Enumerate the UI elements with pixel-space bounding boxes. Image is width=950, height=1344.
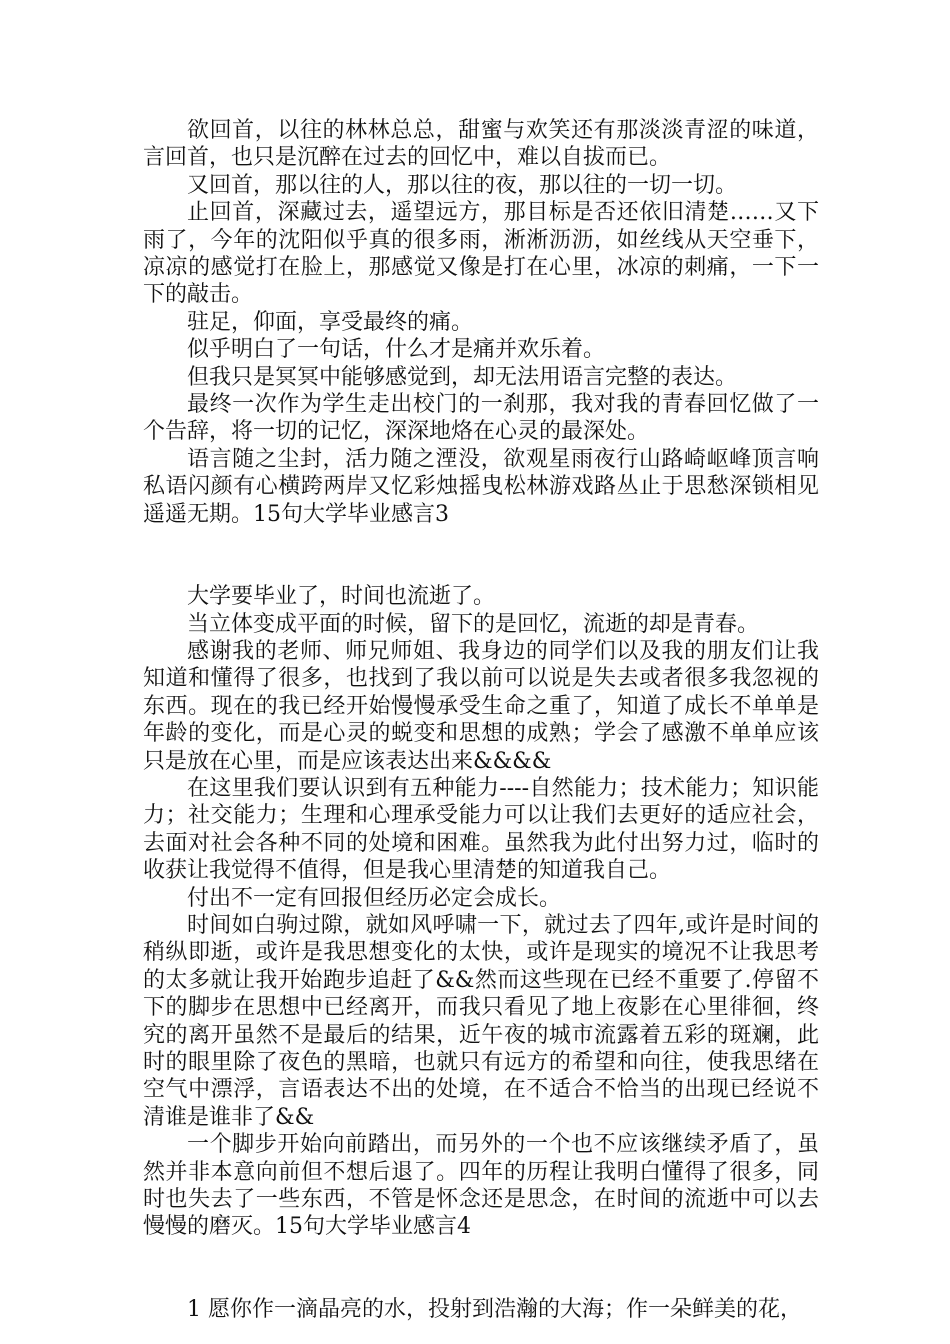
paragraph: 当立体变成平面的时候，留下的是回忆，流逝的却是青春。 <box>187 611 760 637</box>
paragraph: 又回首，那以往的人，那以往的夜，那以往的一切一切。 <box>187 172 738 198</box>
paragraph: 语言随之尘封，活力随之湮没，欲观星雨夜行山路崎岖峰顶言响私语闪颜有心横跨两岸又忆彩烛摇曳松林游戏路丛止于思愁深锁相见遥遥无期。15句大学毕业感言3 <box>143 446 819 527</box>
paragraph: 但我只是冥冥中能够感觉到，却无法用语言完整的表达。 <box>187 364 738 390</box>
paragraph: 一个脚步开始向前踏出，而另外的一个也不应该继续矛盾了，虽然并非本意向前但不想后退了。四年的历程让我明白懂得了很多，同时也失去了一些东西，不管是怀念还是思念，在时间的流逝中可以去慢慢的磨灭。15句大学毕业感言4 <box>143 1132 819 1240</box>
paragraph: 时间如白驹过隙，就如风呼啸一下，就过去了四年,或许是时间的稍纵即逝，或许是我思想变化的太快，或许是现实的境况不让我思考的太多就让我开始跑步追赶了&&然而这些现在已经不重要了.停留不下的脚步在思想中已经离开，而我只看见了地上夜影在心里徘徊，终究的离开虽然不是最后的结果，近午夜的城市流露着五彩的斑斓，此时的眼里除了夜色的黑暗，也就只有远方的希望和向往，使我思绪在空气中漂浮，言语表达不出的处境，在不适合不恰当的出现已经说不清谁是谁非了&& <box>143 912 819 1130</box>
paragraph: 感谢我的老师、师兄师姐、我身边的同学们以及我的朋友们让我知道和懂得了很多，也找到了我以前可以说是失去或者很多我忽视的东西。现在的我已经开始慢慢承受生命之重了，知道了成长不单单是年龄的变化，而是心灵的蜕变和思想的成熟；学会了感激不单单应该只是放在心里，而是应该表达出来&&&& <box>143 638 819 774</box>
paragraph: 付出不一定有回报但经历必定会成长。 <box>187 885 562 911</box>
paragraph: 止回首，深藏过去，遥望远方，那目标是否还依旧清楚……又下雨了，今年的沈阳似乎真的很多雨，淅淅沥沥，如丝线从天空垂下，凉凉的感觉打在脸上，那感觉又像是打在心里，冰凉的刺痛，一下一下的敲击。 <box>143 200 819 308</box>
paragraph: 似乎明白了一句话，什么才是痛并欢乐着。 <box>187 337 606 363</box>
section-gap <box>143 1241 819 1296</box>
paragraph: 1 愿你作一滴晶亮的水，投射到浩瀚的大海；作一朵鲜美的花， <box>187 1296 802 1322</box>
paragraph: 在这里我们要认识到有五种能力----自然能力；技术能力；知识能力；社交能力；生理和心理承受能力可以让我们去更好的适应社会，去面对社会各种不同的处境和困难。虽然我为此付出努力过，临时的收获让我觉得不值得，但是我心里清楚的知道我自己。 <box>143 775 819 884</box>
paragraph: 最终一次作为学生走出校门的一刹那，我对我的青春回忆做了一个告辞，将一切的记忆，深深地烙在心灵的最深处。 <box>143 392 819 445</box>
paragraph: 欲回首，以往的林林总总，甜蜜与欢笑还有那淡淡青涩的味道，言回首，也只是沉醉在过去的回忆中，难以自拔而已。 <box>143 118 819 171</box>
document-body <box>143 117 819 1323</box>
section-gap <box>143 528 819 583</box>
paragraph: 大学要毕业了，时间也流逝了。 <box>187 584 496 610</box>
paragraph: 驻足，仰面，享受最终的痛。 <box>187 309 474 335</box>
